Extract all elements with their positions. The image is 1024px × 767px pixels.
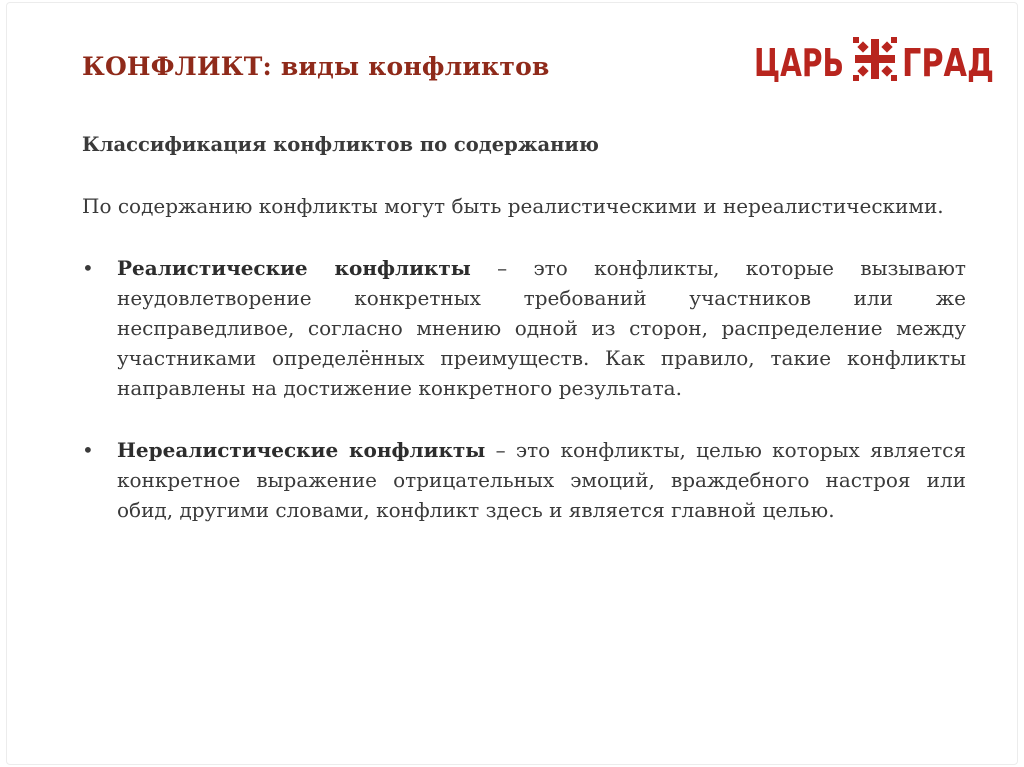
slide-content xyxy=(82,130,966,557)
slide-title: КОНФЛИКТ: виды конфликтов xyxy=(82,52,550,81)
logo-word-right: ГРАД xyxy=(902,41,994,85)
bullet-term: Реалистические конфликты xyxy=(117,256,471,280)
intro-paragraph: По содержанию конфликты могут быть реалистическими и нереалистическими. xyxy=(82,194,944,218)
bullet-definition: – это конфликты, которые вызывают неудовлетворение конкретных требований участников или же несправедливое, согласно мнению одной из сторон, распределение между участниками определённых преимуществ. Как правило, такие конфликты направлены на достижение конкретного результата. xyxy=(117,256,966,400)
bullet-item xyxy=(82,253,966,403)
tsargrad-logo xyxy=(752,28,998,90)
bullet-dot-icon: • xyxy=(82,438,94,462)
logo-ornament-icon xyxy=(853,37,897,81)
section-subtitle: Классификация конфликтов по содержанию xyxy=(82,133,599,156)
bullet-list xyxy=(82,253,966,525)
bullet-term: Нереалистические конфликты xyxy=(117,438,486,462)
bullet-item xyxy=(82,435,966,525)
bullet-definition: – это конфликты, целью которых является конкретное выражение отрицательных эмоций, враждебного настроя или обид, другими словами, конфликт здесь и является главной целью. xyxy=(117,438,966,522)
bullet-dot-icon: • xyxy=(82,256,94,280)
logo-word-left: ЦАРЬ xyxy=(754,41,844,85)
